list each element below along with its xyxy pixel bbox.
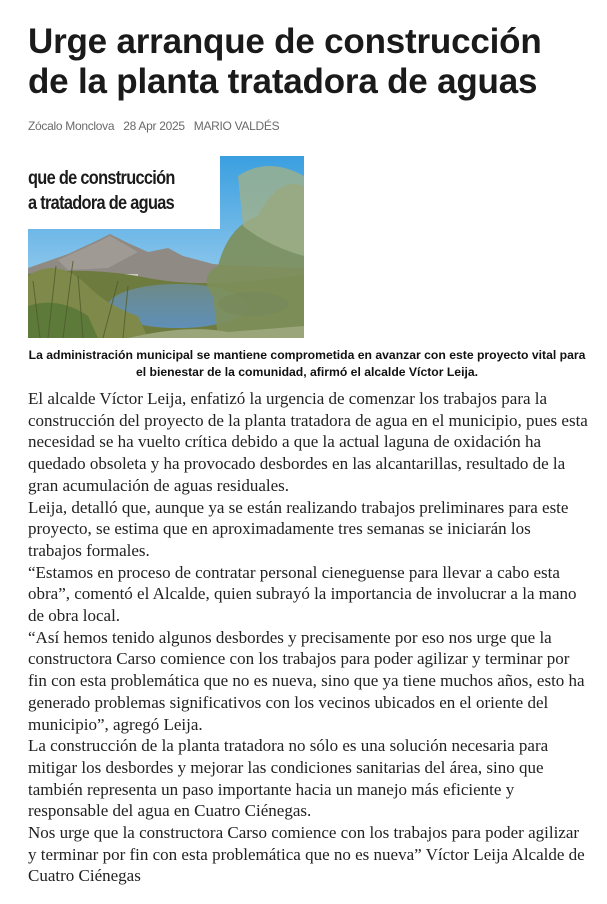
overlay-line-1: que de construcción: [28, 168, 175, 189]
byline-date: 28 Apr 2025: [123, 119, 185, 133]
paragraph: Leija, detalló que, aunque ya se están realizando trabajos preliminares para este proyecto, se estima que en aproximadamente tres semanas se iniciarán los trabajos formales.: [28, 497, 569, 560]
paragraph: Nos urge que la constructora Carso comience con los trabajos para poder agilizar y terminar por fin con esta problemática que no es nueva” Víctor Leija Alcalde de Cuatro Ciénegas: [28, 823, 585, 886]
image-caption: La administración municipal se mantiene comprometida en avanzar con este proyecto vital para el bienestar de la comunidad, afirmó el alcalde Víctor Leija.: [28, 348, 586, 379]
paragraph: “Así hemos tenido algunos desbordes y precisamente por eso nos urge que la constructora Carso comience con los trabajos para poder agilizar y terminar por fin con esta problemática que no es nueva, sino que ya tiene muchos años, esto ha generado problemas significativos con los vecinos ubicados en el oriente del municipio”, agregó Leija.: [28, 627, 585, 734]
article-image[interactable]: [28, 156, 304, 338]
paragraph: El alcalde Víctor Leija, enfatizó la urgencia de comenzar los trabajos para la construcción del proyecto de la planta tratadora de agua en el municipio, pues esta necesidad se ha vuelto crítica debido a que la actual laguna de oxidación ha quedado obsoleta y ha provocado desbordes en las alcantarillas, resultado de la gran acumulación de aguas residuales.: [28, 389, 588, 495]
paragraph: La construcción de la planta tratadora no sólo es una solución necesaria para mitigar los desbordes y mejorar las condiciones sanitarias del área, sino que también representa un paso importante hacia un manejo más eficiente y responsable del agua en Cuatro Ciénegas.: [28, 736, 549, 821]
byline: [28, 118, 590, 134]
byline-source[interactable]: Zócalo Monclova: [28, 119, 115, 133]
overlay-line-2: a tratadora de aguas: [28, 193, 175, 214]
image-headline-overlay: [28, 156, 220, 229]
paragraph: “Estamos en proceso de contratar personal cieneguense para llevar a cabo esta obra”, comentó el Alcalde, quien subrayó la importancia de involucrar a la mano de obra local.: [28, 562, 577, 626]
byline-author[interactable]: MARIO VALDÉS: [193, 119, 280, 133]
article-title: Urge arranque de construcción de la planta tratadora de aguas: [28, 22, 542, 101]
article-body: [28, 388, 588, 887]
